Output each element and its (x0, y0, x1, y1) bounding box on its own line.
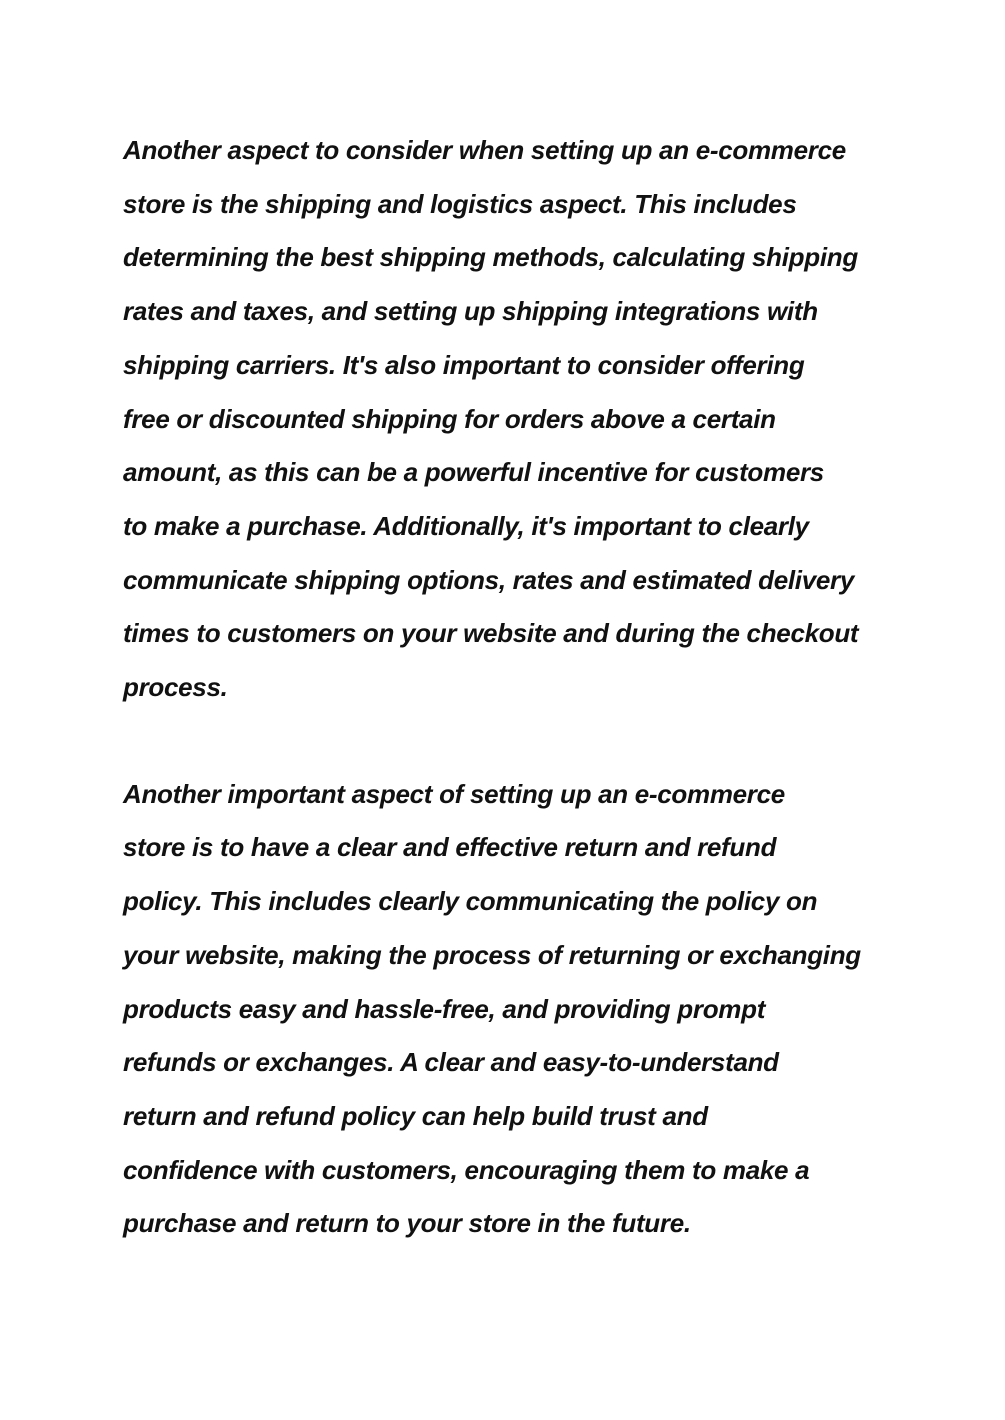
text-line: confidence with customers, encouraging them to make a (123, 1154, 810, 1185)
text-line: refunds or exchanges. A clear and easy-to-understand (123, 1047, 779, 1078)
text-line: amount, as this can be a powerful incentive for customers (123, 457, 824, 488)
paragraph (123, 124, 943, 715)
text-line: policy. This includes clearly communicating the policy on (123, 886, 818, 917)
text-line: products easy and hassle-free, and providing prompt (123, 993, 766, 1024)
text-line: determining the best shipping methods, calculating shipping (123, 242, 858, 273)
text-line: to make a purchase. Additionally, it's important to clearly (123, 510, 809, 541)
text-line: return and refund policy can help build trust and (123, 1100, 708, 1131)
text-line: Another important aspect of setting up an e-commerce (123, 778, 785, 809)
text-line: communicate shipping options, rates and estimated delivery (123, 564, 855, 595)
text-line: your website, making the process of returning or exchanging (123, 939, 861, 970)
text-line: free or discounted shipping for orders above a certain (123, 403, 776, 434)
text-line: rates and taxes, and setting up shipping integrations with (123, 296, 818, 327)
document-page (123, 124, 943, 1251)
paragraph (123, 768, 943, 1251)
text-line: process. (123, 672, 228, 703)
text-line: Another aspect to consider when setting up an e-commerce (123, 135, 846, 165)
text-line: store is to have a clear and effective return and refund (123, 832, 777, 863)
text-line: store is the shipping and logistics aspect. This includes (123, 188, 797, 219)
text-line: purchase and return to your store in the future. (123, 1208, 691, 1239)
text-line: times to customers on your website and during the checkout (123, 618, 859, 649)
text-line: shipping carriers. It's also important to consider offering (123, 349, 805, 380)
